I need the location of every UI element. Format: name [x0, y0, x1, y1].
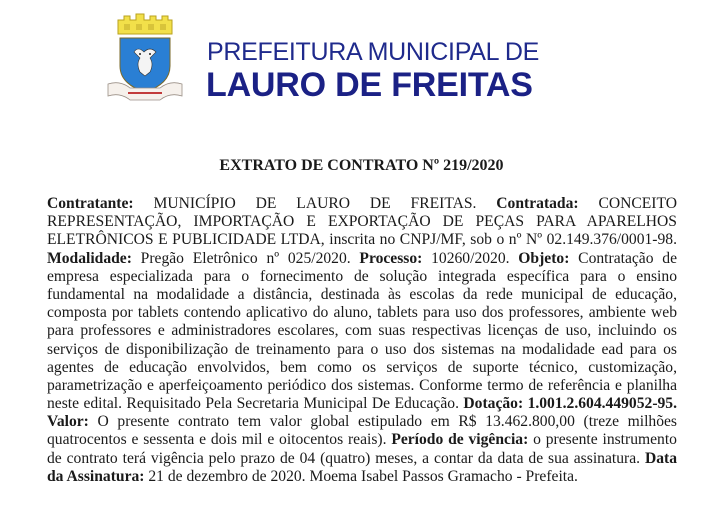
field-label: Processo: [359, 249, 423, 267]
field-label: Dotação: 1.001.2.604.449052-95. [463, 395, 678, 413]
field-label: Data [644, 449, 677, 467]
field-text: quatrocentos e sessenta e dois mil e oitocentos reais). [47, 431, 392, 449]
paragraph-line [47, 286, 677, 304]
paragraph-line [47, 395, 677, 413]
field-label: Objeto: [518, 249, 570, 267]
field-text: 21 de dezembro de 2020. Moema Isabel Passos Gramacho - Prefeita. [144, 467, 578, 485]
paragraph-line [47, 304, 677, 322]
field-text: 10260/2020. [422, 249, 519, 267]
paragraph-line [47, 268, 677, 286]
field-label: Valor: [47, 413, 89, 431]
paragraph-line [47, 341, 677, 359]
field-text: serviços de disponibilização de treinamento para o uso dos sistemas na modalidade ead para os [47, 340, 677, 358]
field-text: de contrato terá vigência pelo prazo de 04 (quatro) meses, a contar da data de sua assinatura. [47, 449, 645, 467]
field-text: REPRESENTAÇÃO, IMPORTAÇÃO E EXPORTAÇÃO DE PEÇAS PARA APARELHOS [47, 213, 677, 231]
contract-extract-body [47, 195, 677, 486]
field-label: Período de vigência: [391, 431, 529, 449]
paragraph-line [47, 450, 677, 468]
field-label: Modalidade: [47, 249, 132, 267]
paragraph-line [47, 413, 677, 431]
paragraph-line [47, 322, 677, 340]
field-text: empresa especializada para o fornecimento de solução integrada específica para o ensino [47, 267, 677, 285]
field-text: CONCEITO [578, 195, 678, 212]
field-text: O presente contrato tem valor global estipulado em R$ 13.462.800,00 (treze milhões [88, 413, 677, 431]
field-text: para professores e administradores escolares, com suas respectivas licenças de uso, incluindo os [47, 322, 677, 340]
field-text: ELETRÔNICOS E PUBLICIDADE LTDA, inscrita no CNPJ/MF, sob o nº Nº 02.149.376/0001-98. [47, 231, 677, 249]
document-title: EXTRATO DE CONTRATO Nº 219/2020 [219, 157, 504, 174]
municipality-header-line2: LAURO DE FREITAS [206, 66, 533, 104]
field-text: Contratação de [569, 249, 677, 267]
paragraph-line [47, 231, 677, 249]
paragraph-line [47, 213, 677, 231]
field-text: composta por tablets contendo aplicativo do aluno, tablets para uso dos professores, ambiente web [47, 304, 677, 322]
coat-of-arms-icon [100, 6, 190, 106]
field-text: neste edital. Requisitado Pela Secretaria Municipal De Educação. [47, 395, 464, 413]
field-label: Contratante: [47, 195, 134, 212]
field-text: Pregão Eletrônico nº 025/2020. [131, 249, 360, 267]
field-text: o presente instrumento [528, 431, 677, 449]
field-label: da Assinatura: [47, 467, 145, 485]
paragraph-line [47, 377, 677, 395]
paragraph-line [47, 359, 677, 377]
paragraph-line [47, 468, 677, 486]
municipality-header-line1: PREFEITURA MUNICIPAL DE [207, 38, 540, 66]
field-text: parametrização e aperfeiçoamento periódico dos sistemas. Conforme termo de referência e planilha [47, 376, 677, 394]
paragraph-line [47, 250, 677, 268]
field-text: fundamental na modalidade a distância, destinada às escolas da rede municipal de educação, [47, 285, 677, 303]
field-text: agentes de educação envolvidos, bem como os serviços de suporte técnico, customização, [47, 358, 677, 376]
paragraph-line [47, 195, 677, 213]
field-label: Contratada: [496, 195, 579, 212]
coat-of-arms-logo [100, 6, 190, 106]
field-text: MUNICÍPIO DE LAURO DE FREITAS. [133, 195, 497, 212]
paragraph-line [47, 431, 677, 449]
